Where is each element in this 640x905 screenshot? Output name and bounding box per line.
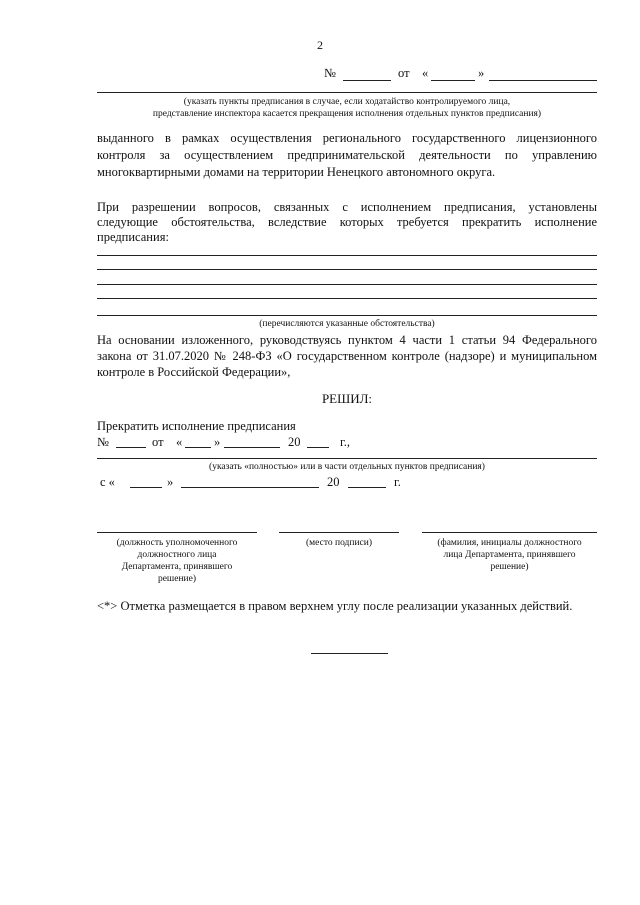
from-day-blank [130,487,162,488]
circumstances-line1: При разрешении вопросов, связанных с исполнением предписания, установлены [97,200,597,214]
circumstance-blank-3 [97,284,597,285]
signature-position-line3: Департамента, принявшего [121,562,233,572]
header-ot-label: от [398,66,410,80]
circumstance-blank-2 [97,269,597,270]
header-month-blank [489,80,597,81]
signature-name-line3: решение) [490,562,529,572]
header-no-blank [343,80,391,81]
terminate-line1: Прекратить исполнение предписания [97,419,296,433]
from-date-prefix: с « [100,475,115,489]
from-month-blank [181,487,319,488]
hint-points-line2: представление инспектора касается прекращения исполнения отдельных пунктов предписания) [152,109,542,119]
fully-line [97,458,597,459]
page-number: 2 [317,38,323,52]
terminate-ot-label: от [152,435,164,449]
terminate-day-blank [185,447,211,448]
body-paragraph-line1: выданного в рамках осуществления регионального государственного лицензионного [97,131,597,145]
header-day-blank [431,80,475,81]
signature-position-line1: (должность уполномоченного [116,538,238,548]
header-close-quote: » [478,66,485,80]
body-paragraph-line2: контроля за осуществлением предпринимательской деятельности по управлению [97,148,597,162]
terminate-open-quote: « [176,435,183,449]
from-year-blank [348,487,386,488]
from-year-suffix: г. [394,475,401,489]
basis-line2: закона от 31.07.2020 № 248-ФЗ «О государственном контроле (надзоре) и муниципальном [97,349,597,363]
terminate-month-blank [224,447,280,448]
body-paragraph-line3: многоквартирными домами на территории Ненецкого автономного округа. [97,165,496,179]
hint-fully: (указать «полностью» или в части отдельных пунктов предписания) [209,462,485,472]
circumstances-line3: предписания: [97,230,169,244]
signature-position-line4: решение) [157,574,197,584]
circumstance-blank-5 [97,315,597,316]
from-date-close-quote: » [167,475,174,489]
signature-name-line2: лица Департамента, принявшего [443,550,576,560]
circumstances-line2: следующие обстоятельства, вследствие которых требуется прекратить исполнение [97,215,597,229]
points-line [97,92,597,93]
terminate-year-prefix: 20 [288,435,301,449]
circumstance-blank-1 [97,255,597,256]
circumstance-blank-4 [97,298,597,299]
header-open-quote: « [422,66,429,80]
signature-position-line [97,532,257,533]
closing-separator [311,653,388,654]
terminate-close-quote: » [214,435,221,449]
signature-name-line1: (фамилия, инициалы должностного [437,538,582,548]
hint-points-line1: (указать пункты предписания в случае, если ходатайство контролируемого лица, [183,97,511,107]
terminate-year-suffix: г., [340,435,350,449]
from-year-prefix: 20 [327,475,340,489]
signature-place-line [279,532,399,533]
signature-place: (место подписи) [305,538,373,548]
hint-circumstances: (перечисляются указанные обстоятельства) [259,319,435,329]
terminate-year-blank [307,447,329,448]
basis-line1: На основании изложенного, руководствуясь пунктом 4 части 1 статьи 94 Федерального [97,333,597,347]
footnote: <*> Отметка размещается в правом верхнем углу после реализации указанных действий. [97,599,573,613]
terminate-no-label: № [97,435,109,449]
basis-line3: контроле в Российской Федерации», [97,365,291,379]
header-no-label: № [324,66,336,80]
terminate-no-blank [116,447,146,448]
signature-name-line [422,532,597,533]
signature-position-line2: должностного лица [137,550,217,560]
decision-heading: РЕШИЛ: [321,391,373,406]
